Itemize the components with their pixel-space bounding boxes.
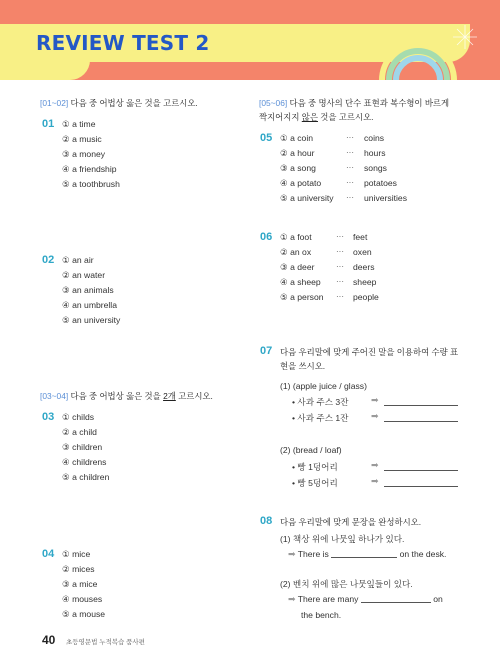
option: ② an water	[62, 270, 106, 280]
option-plural: coins	[364, 133, 385, 143]
option: ④ a potato	[280, 178, 322, 188]
arrow-right-icon: ➡	[371, 460, 379, 470]
arrow-right-icon: ➡	[371, 395, 379, 405]
option: ④ mouses	[62, 594, 103, 604]
option: ① childs	[62, 412, 95, 422]
question-number: 04	[42, 548, 55, 560]
sub-item: • 사과 주스 3잔	[292, 397, 349, 407]
question-instruction-line2: 현을 쓰시오.	[280, 361, 326, 371]
option: ① a coin	[280, 133, 314, 143]
separator-dots: ···	[336, 247, 344, 256]
separator-dots: ···	[346, 178, 354, 187]
sub-item: • 사과 주스 1잔	[292, 413, 349, 423]
title-bar-tail	[0, 60, 90, 80]
option: ② a music	[62, 134, 102, 144]
option: ⑤ a children	[62, 472, 110, 482]
option: ② a hour	[280, 148, 315, 158]
option: ② mices	[62, 564, 95, 574]
arrow-right-icon: ➡	[371, 476, 379, 486]
option: ⑤ an university	[62, 315, 121, 325]
arrow-right-icon: ➡	[288, 594, 296, 604]
option: ⑤ a mouse	[62, 609, 106, 619]
question-instruction: 다음 우리말에 맞게 문장을 완성하시오.	[280, 517, 422, 527]
footer-book-title: 초등영문법 누적복습 품사편	[66, 639, 145, 646]
question-number: 07	[260, 345, 273, 357]
option: ④ a sheep	[280, 277, 321, 287]
sentence-completion: ➡ There are many on	[288, 594, 443, 604]
option: ① a foot	[280, 232, 312, 242]
question-number: 03	[42, 411, 55, 423]
option: ② a child	[62, 427, 97, 437]
option-plural: deers	[353, 262, 375, 272]
answer-blank[interactable]	[384, 405, 458, 406]
option-plural: oxen	[353, 247, 372, 257]
separator-dots: ···	[336, 292, 344, 301]
section-instruction-01-02: [01~02] 다음 중 어법상 옳은 것을 고르시오.	[40, 98, 198, 108]
option: ② an ox	[280, 247, 312, 257]
question-number: 08	[260, 515, 273, 527]
separator-dots: ···	[336, 277, 344, 286]
answer-blank[interactable]	[331, 557, 397, 558]
answer-blank[interactable]	[384, 486, 458, 487]
question-number: 01	[42, 118, 55, 130]
answer-blank[interactable]	[361, 602, 431, 603]
sentence-continuation: the bench.	[301, 610, 342, 620]
option: ① an air	[62, 255, 94, 265]
section-instruction-03-04: [03~04] 다음 중 어법상 옳은 것을 2개 고르시오.	[40, 391, 213, 401]
sub-question-korean: (2) 벤치 위에 많은 나뭇잎들이 있다.	[280, 579, 413, 589]
sub-question-korean: (1) 책상 위에 나뭇잎 하나가 있다.	[280, 534, 405, 544]
separator-dots: ···	[346, 193, 354, 202]
sub-item: • 빵 1덩어리	[292, 462, 338, 472]
question-number: 06	[260, 231, 273, 243]
page-title: REVIEW TEST 2	[36, 31, 210, 55]
section-instruction-05-06-line2: 짝지어지지 않은 것을 고르시오.	[259, 112, 374, 122]
option: ⑤ a university	[280, 193, 334, 203]
option: ① a time	[62, 119, 96, 129]
section-instruction-05-06: [05~06] 다음 중 명사의 단수 표현과 복수형이 바르게	[259, 98, 450, 108]
answer-blank[interactable]	[384, 421, 458, 422]
sub-item: • 빵 5덩어리	[292, 478, 338, 488]
option-plural: potatoes	[364, 178, 397, 188]
sub-question-label: (2) (bread / loaf)	[280, 445, 342, 455]
sparkle-icon	[452, 24, 478, 50]
option: ③ children	[62, 442, 103, 452]
option: ③ a mice	[62, 579, 98, 589]
option-plural: universities	[364, 193, 407, 203]
option-plural: sheep	[353, 277, 377, 287]
option-plural: people	[353, 292, 379, 302]
answer-blank[interactable]	[384, 470, 458, 471]
option-plural: feet	[353, 232, 368, 242]
separator-dots: ···	[346, 163, 354, 172]
option: ④ an umbrella	[62, 300, 117, 310]
option: ③ a money	[62, 149, 106, 159]
question-number: 02	[42, 254, 55, 266]
question-number: 05	[260, 132, 273, 144]
option: ④ childrens	[62, 457, 107, 467]
separator-dots: ···	[336, 232, 344, 241]
sentence-completion: ➡ There is on the desk.	[288, 549, 447, 559]
question-instruction: 다음 우리말에 맞게 주어진 말을 이용하여 수량 표	[280, 347, 459, 357]
option: ③ a song	[280, 163, 316, 173]
option: ③ an animals	[62, 285, 114, 295]
separator-dots: ···	[346, 133, 354, 142]
rainbow-icon	[378, 34, 458, 80]
sub-question-label: (1) (apple juice / glass)	[280, 381, 367, 391]
separator-dots: ···	[336, 262, 344, 271]
option: ④ a friendship	[62, 164, 117, 174]
arrow-right-icon: ➡	[371, 411, 379, 421]
option: ⑤ a toothbrush	[62, 179, 120, 189]
option-plural: hours	[364, 148, 386, 158]
option: ⑤ a person	[280, 292, 324, 302]
page-number: 40	[42, 633, 56, 647]
option: ① mice	[62, 549, 91, 559]
arrow-right-icon: ➡	[288, 549, 296, 559]
option-plural: songs	[364, 163, 387, 173]
separator-dots: ···	[346, 148, 354, 157]
option: ③ a deer	[280, 262, 315, 272]
